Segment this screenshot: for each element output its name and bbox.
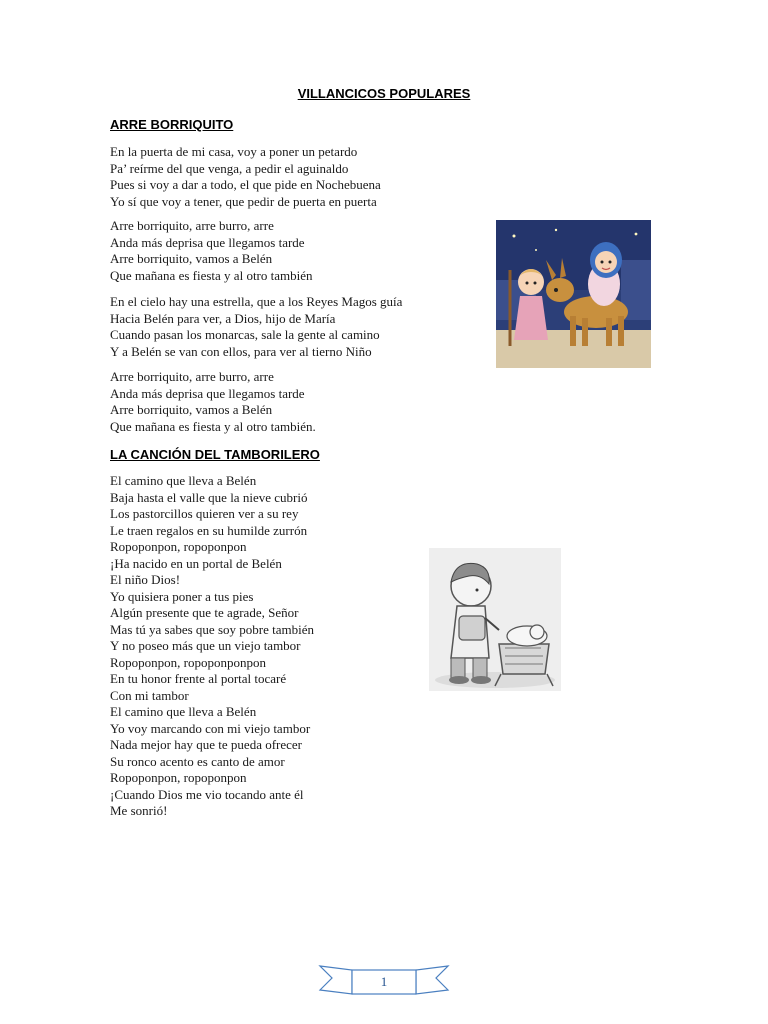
song-title-arre-borriquito: ARRE BORRIQUITO xyxy=(110,117,234,132)
lyric-line: Y a Belén se van con ellos, para ver al tierno Niño xyxy=(110,343,372,359)
lyric-line: Nada mejor hay que te pueda ofrecer xyxy=(110,737,303,752)
lyric-line: El niño Dios! xyxy=(110,572,181,587)
stanza-3 xyxy=(110,294,402,360)
stanza-2 xyxy=(110,218,313,284)
lyric-line: Cuando pasan los monarcas, sale la gente al camino xyxy=(110,327,380,342)
lyric-line: Ropoponpon, ropoponpon xyxy=(110,770,247,785)
lyric-line: Con mi tambor xyxy=(110,687,189,703)
lyric-line: Anda más deprisa que llegamos tarde xyxy=(110,385,305,401)
lyric-line: Baja hasta el valle que la nieve cubrió xyxy=(110,489,308,505)
lyric-line: Anda más deprisa que llegamos tarde xyxy=(110,234,305,250)
stanza-1 xyxy=(110,144,381,210)
lyric-line: En el cielo hay una estrella, que a los Reyes Magos guía xyxy=(110,294,403,309)
lyric-line: Pa’ reírme del que venga, a pedir el aguinaldo xyxy=(110,160,349,176)
lyric-line: Hacia Belén para ver, a Dios, hijo de María xyxy=(110,310,336,326)
lyric-line: El camino que lleva a Belén xyxy=(110,704,257,719)
nativity-journey-illustration xyxy=(496,220,651,368)
lyric-line: Mas tú ya sabes que soy pobre también xyxy=(110,621,314,637)
lyric-line: Los pastorcillos quieren ver a su rey xyxy=(110,506,299,521)
lyric-line: Me sonrió! xyxy=(110,803,168,818)
lyric-line: Que mañana es fiesta y al otro también xyxy=(110,267,313,283)
stanza-tamborilero xyxy=(110,473,314,820)
lyric-line: Pues si voy a dar a todo, el que pide en Nochebuena xyxy=(110,177,381,192)
lyric-line: Arre borriquito, arre burro, arre xyxy=(110,369,274,384)
lyric-line: En la puerta de mi casa, voy a poner un petardo xyxy=(110,144,358,159)
lyric-line: Le traen regalos en su humilde zurrón xyxy=(110,522,308,538)
lyric-line: Que mañana es fiesta y al otro también. xyxy=(110,418,316,434)
page-number: 1 xyxy=(380,974,388,989)
page-title: VILLANCICOS POPULARES xyxy=(297,86,471,101)
lyric-line: Arre borriquito, vamos a Belén xyxy=(110,251,273,266)
lyric-line: ¡Cuando Dios me vio tocando ante él xyxy=(110,786,304,802)
lyric-line: Algún presente que te agrade, Señor xyxy=(110,605,299,620)
lyric-line: Ropoponpon, ropoponponpon xyxy=(110,654,266,670)
lyric-line: Ropoponpon, ropoponpon xyxy=(110,539,247,554)
lyric-line: Yo quisiera poner a tus pies xyxy=(110,588,254,604)
drummer-boy-illustration xyxy=(429,548,561,691)
song-title-la-cancion-del-tamborilero: LA CANCIÓN DEL TAMBORILERO xyxy=(110,447,320,462)
lyric-line: ¡Ha nacido en un portal de Belén xyxy=(110,555,282,571)
lyric-line: Y no poseo más que un viejo tambor xyxy=(110,638,301,653)
lyric-line: Yo sí que voy a tener, que pedir de puerta en puerta xyxy=(110,193,377,209)
lyric-line: Arre borriquito, arre burro, arre xyxy=(110,218,274,233)
lyric-line: Arre borriquito, vamos a Belén xyxy=(110,402,273,417)
lyric-line: Su ronco acento es canto de amor xyxy=(110,753,285,769)
lyric-line: Yo voy marcando con mi viejo tambor xyxy=(110,720,311,736)
lyric-line: El camino que lleva a Belén xyxy=(110,473,257,488)
stanza-4 xyxy=(110,369,316,435)
lyric-line: En tu honor frente al portal tocaré xyxy=(110,671,287,686)
